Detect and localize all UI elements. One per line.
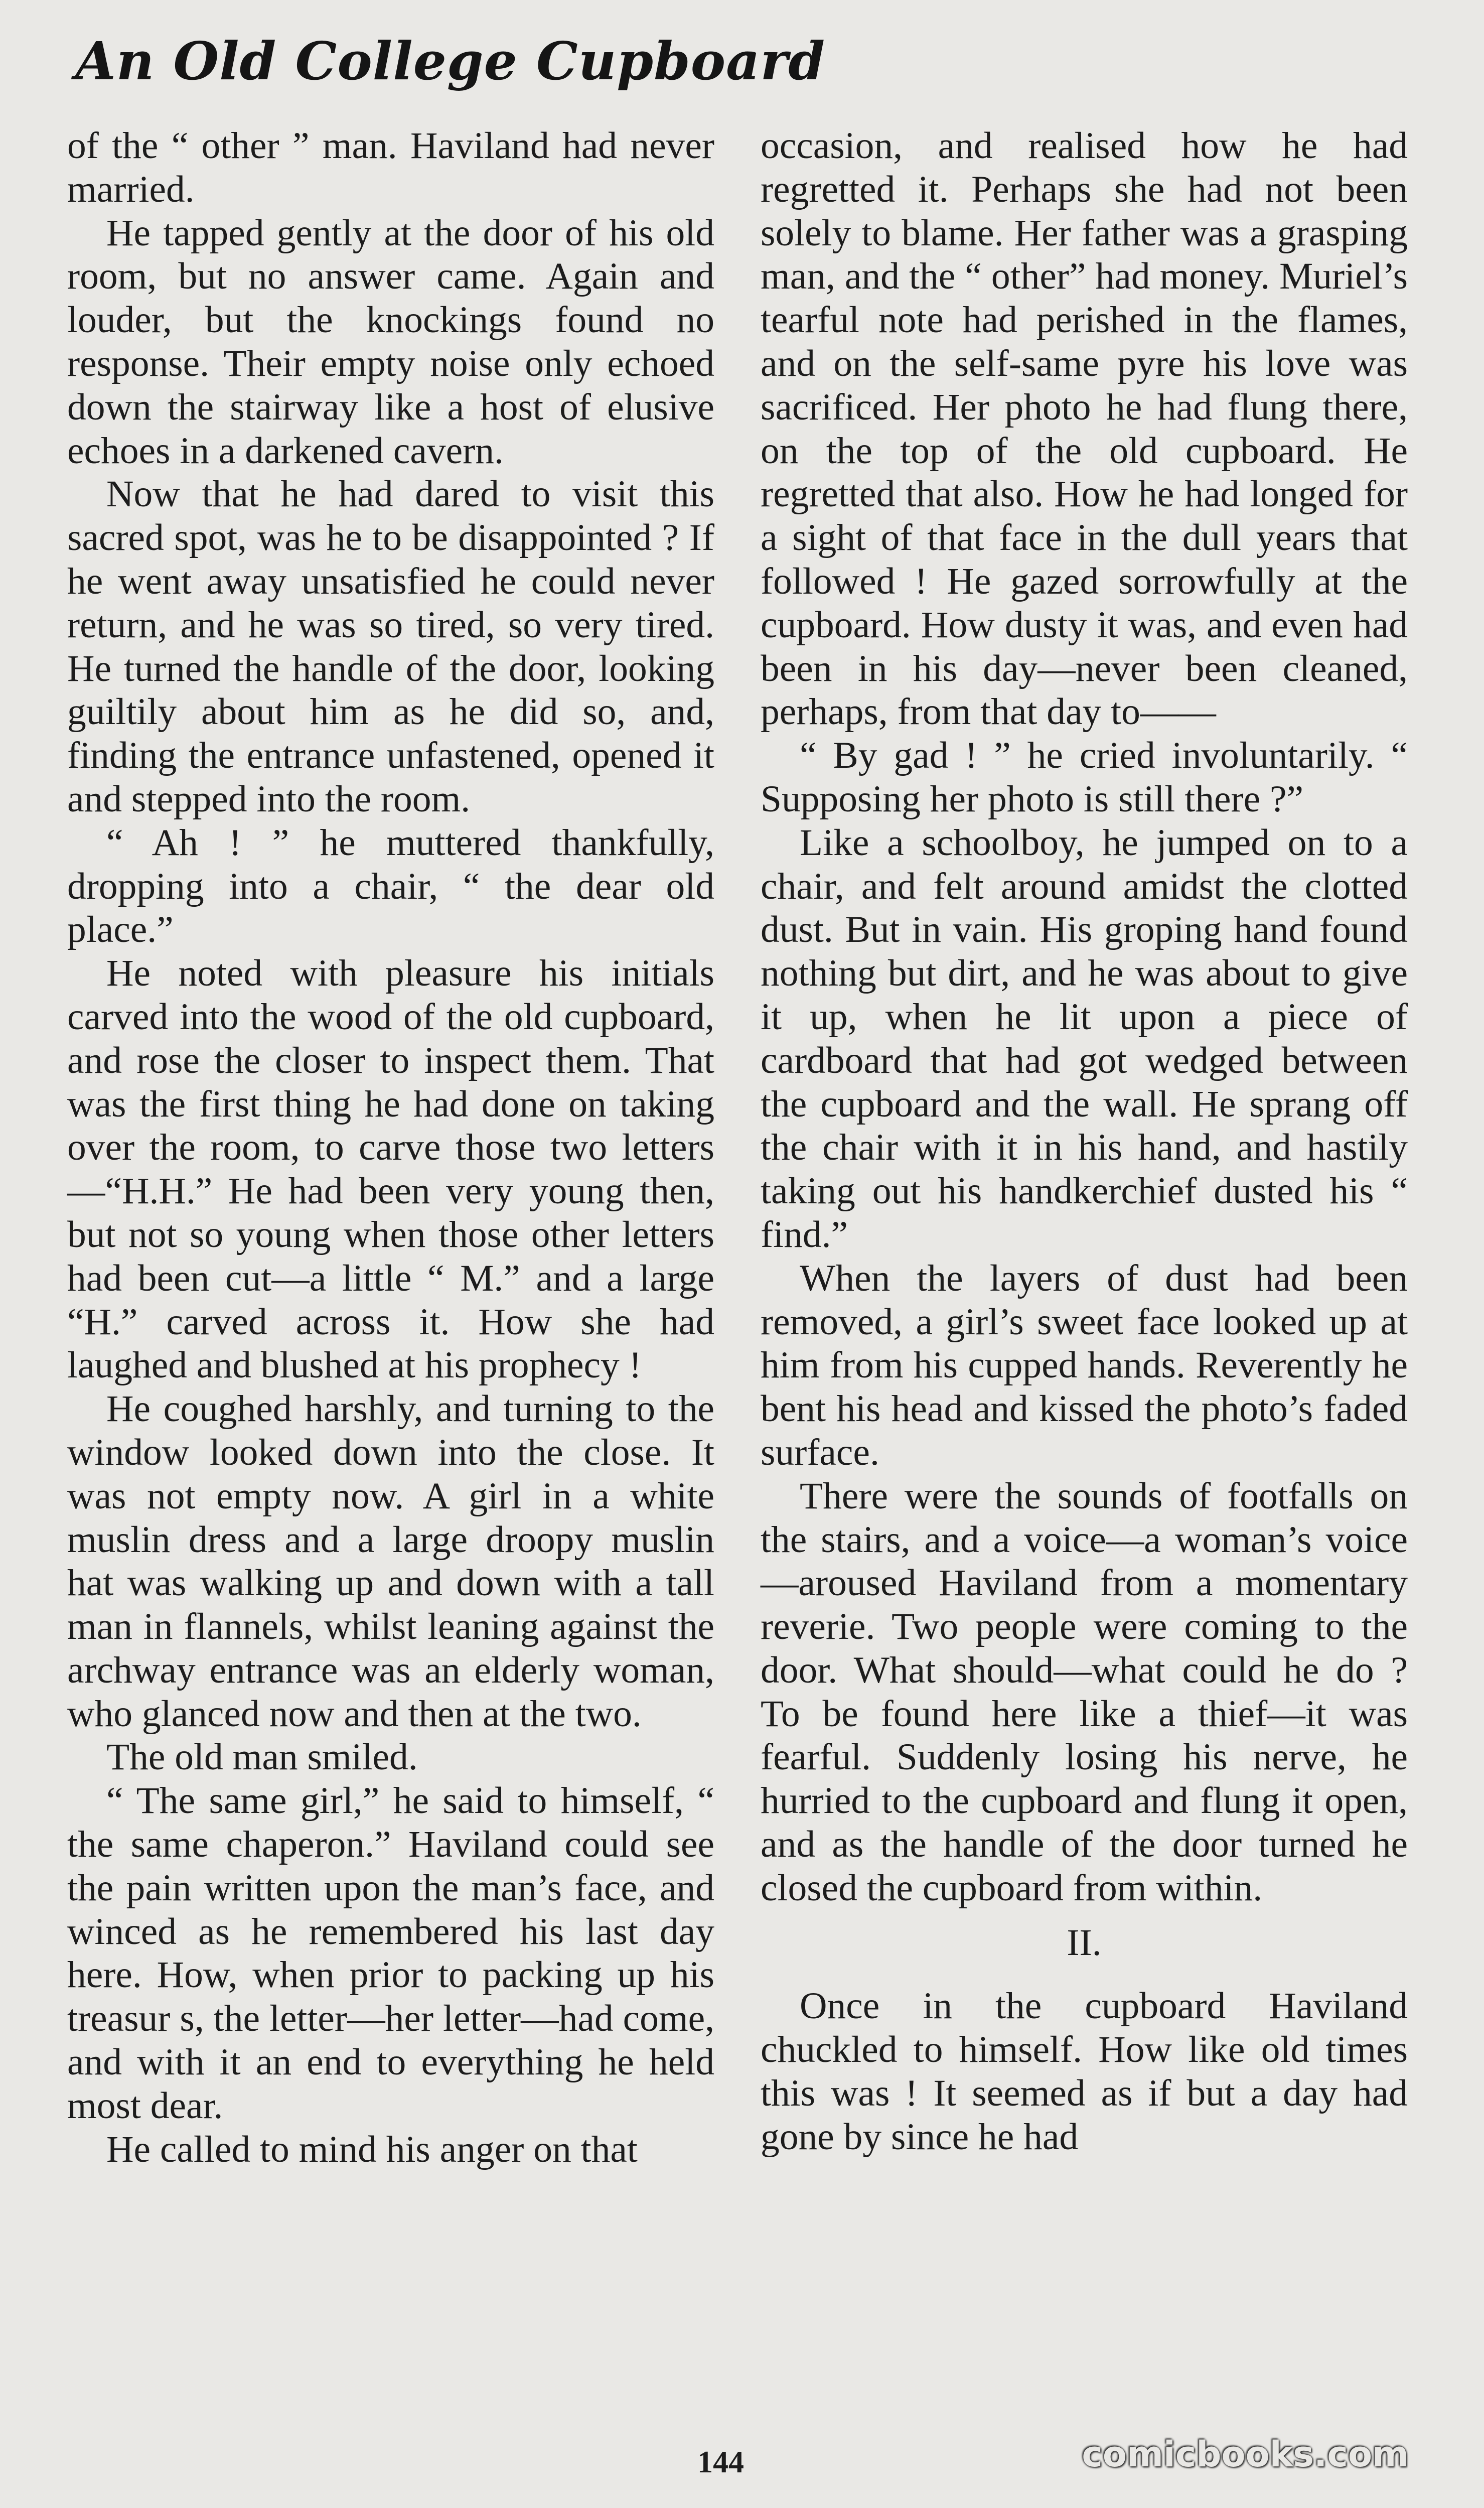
paragraph: of the “ other ” man. Haviland had never married.	[67, 125, 714, 210]
page-number: 144	[697, 2445, 744, 2479]
paragraph: Once in the cupboard Haviland chuckled to himself. How like old times this was ! It seemed as if but a day had gone by since he had	[761, 1985, 1408, 2158]
right-column	[761, 124, 1408, 2159]
paragraph: Like a schoolboy, he jumped on to a chair, and felt around amidst the clotted dust. But in vain. His groping hand found nothing but dirt, and he was about to give it up, when he lit upon a piece of cardboard that had got wedged between the cupboard and the wall. He sprang off the chair with it in his hand, and hastily taking out his handkerchief dusted his “ find.”	[761, 821, 1408, 1256]
left-column	[67, 124, 714, 2171]
section-heading: II.	[1067, 1921, 1102, 1964]
paragraph: “ Ah ! ” he muttered thankfully, dropping into a chair, “ the dear old place.”	[67, 821, 714, 951]
paragraph: occasion, and realised how he had regretted it. Perhaps she had not been solely to blame. Her father was a grasping man, and the “ other” had money. Muriel’s tearful note had perished in the flames, and on the self-same pyre his love was sacrificed. Her photo he had flung there, on the top of the old cupboard. He regretted that also. How he had longed for a sight of that face in the dull years that followed ! He gazed sorrowfully at the cupboard. How dusty it was, and even had been in his day—never been cleaned, perhaps, from that day to——	[761, 125, 1408, 733]
paragraph: He tapped gently at the door of his old room, but no answer came. Again and louder, but the knockings found no response. Their empty noise only echoed down the stairway like a host of elusive echoes in a darkened cavern.	[67, 212, 714, 472]
watermark: comicbooks.com	[1082, 2434, 1409, 2475]
paragraph: Now that he had dared to visit this sacred spot, was he to be disappointed ? If he went away unsatisfied he could never return, and he was so tired, so very tired. He turned the handle of the door, looking guiltily about him as he did so, and, finding the entrance unfastened, opened it and stepped into the room.	[67, 473, 714, 820]
paragraph: The old man smiled.	[106, 1736, 418, 1778]
paragraph: When the layers of dust had been removed, a girl’s sweet face looked up at him from his cupped hands. Reverently he bent his head and kissed the photo’s faded surface.	[761, 1257, 1408, 1473]
paragraph: There were the sounds of footfalls on the stairs, and a voice—a woman’s voice—aroused Haviland from a momentary reverie. Two people were coming to the door. What should—what could he do ? To be found here like a thief—it was fearful. Suddenly losing his nerve, he hurried to the cupboard and flung it open, and as the handle of the door turned he closed the cupboard from within.	[761, 1475, 1408, 1909]
paragraph: He coughed harshly, and turning to the window looked down into the close. It was not empty now. A girl in a white muslin dress and a large droopy muslin hat was walking up and down with a tall man in flannels, whilst leaning against the archway entrance was an elderly woman, who glanced now and then at the two.	[67, 1388, 714, 1735]
paragraph: “ By gad ! ” he cried involuntarily. “ Supposing her photo is still there ?”	[761, 735, 1408, 820]
paragraph: He called to mind his anger on that	[106, 2128, 638, 2170]
paragraph: He noted with pleasure his initials carved into the wood of the old cupboard, and rose the closer to inspect them. That was the first thing he had done on taking over the room, to carve those two letters—“H.H.” He had been very young then, but not so young when those other letters had been cut—a little “ M.” and a large “H.” carved across it. How she had laughed and blushed at his prophecy !	[67, 952, 714, 1386]
paragraph: “ The same girl,” he said to himself, “ the same chaperon.” Haviland could see the pain written upon the man’s face, and winced as he remembered his last day here. How, when prior to packing up his treasur s, the letter—her letter—had come, and with it an end to everything he held most dear.	[67, 1780, 714, 2127]
story-title: An Old College Cupboard	[75, 30, 826, 92]
